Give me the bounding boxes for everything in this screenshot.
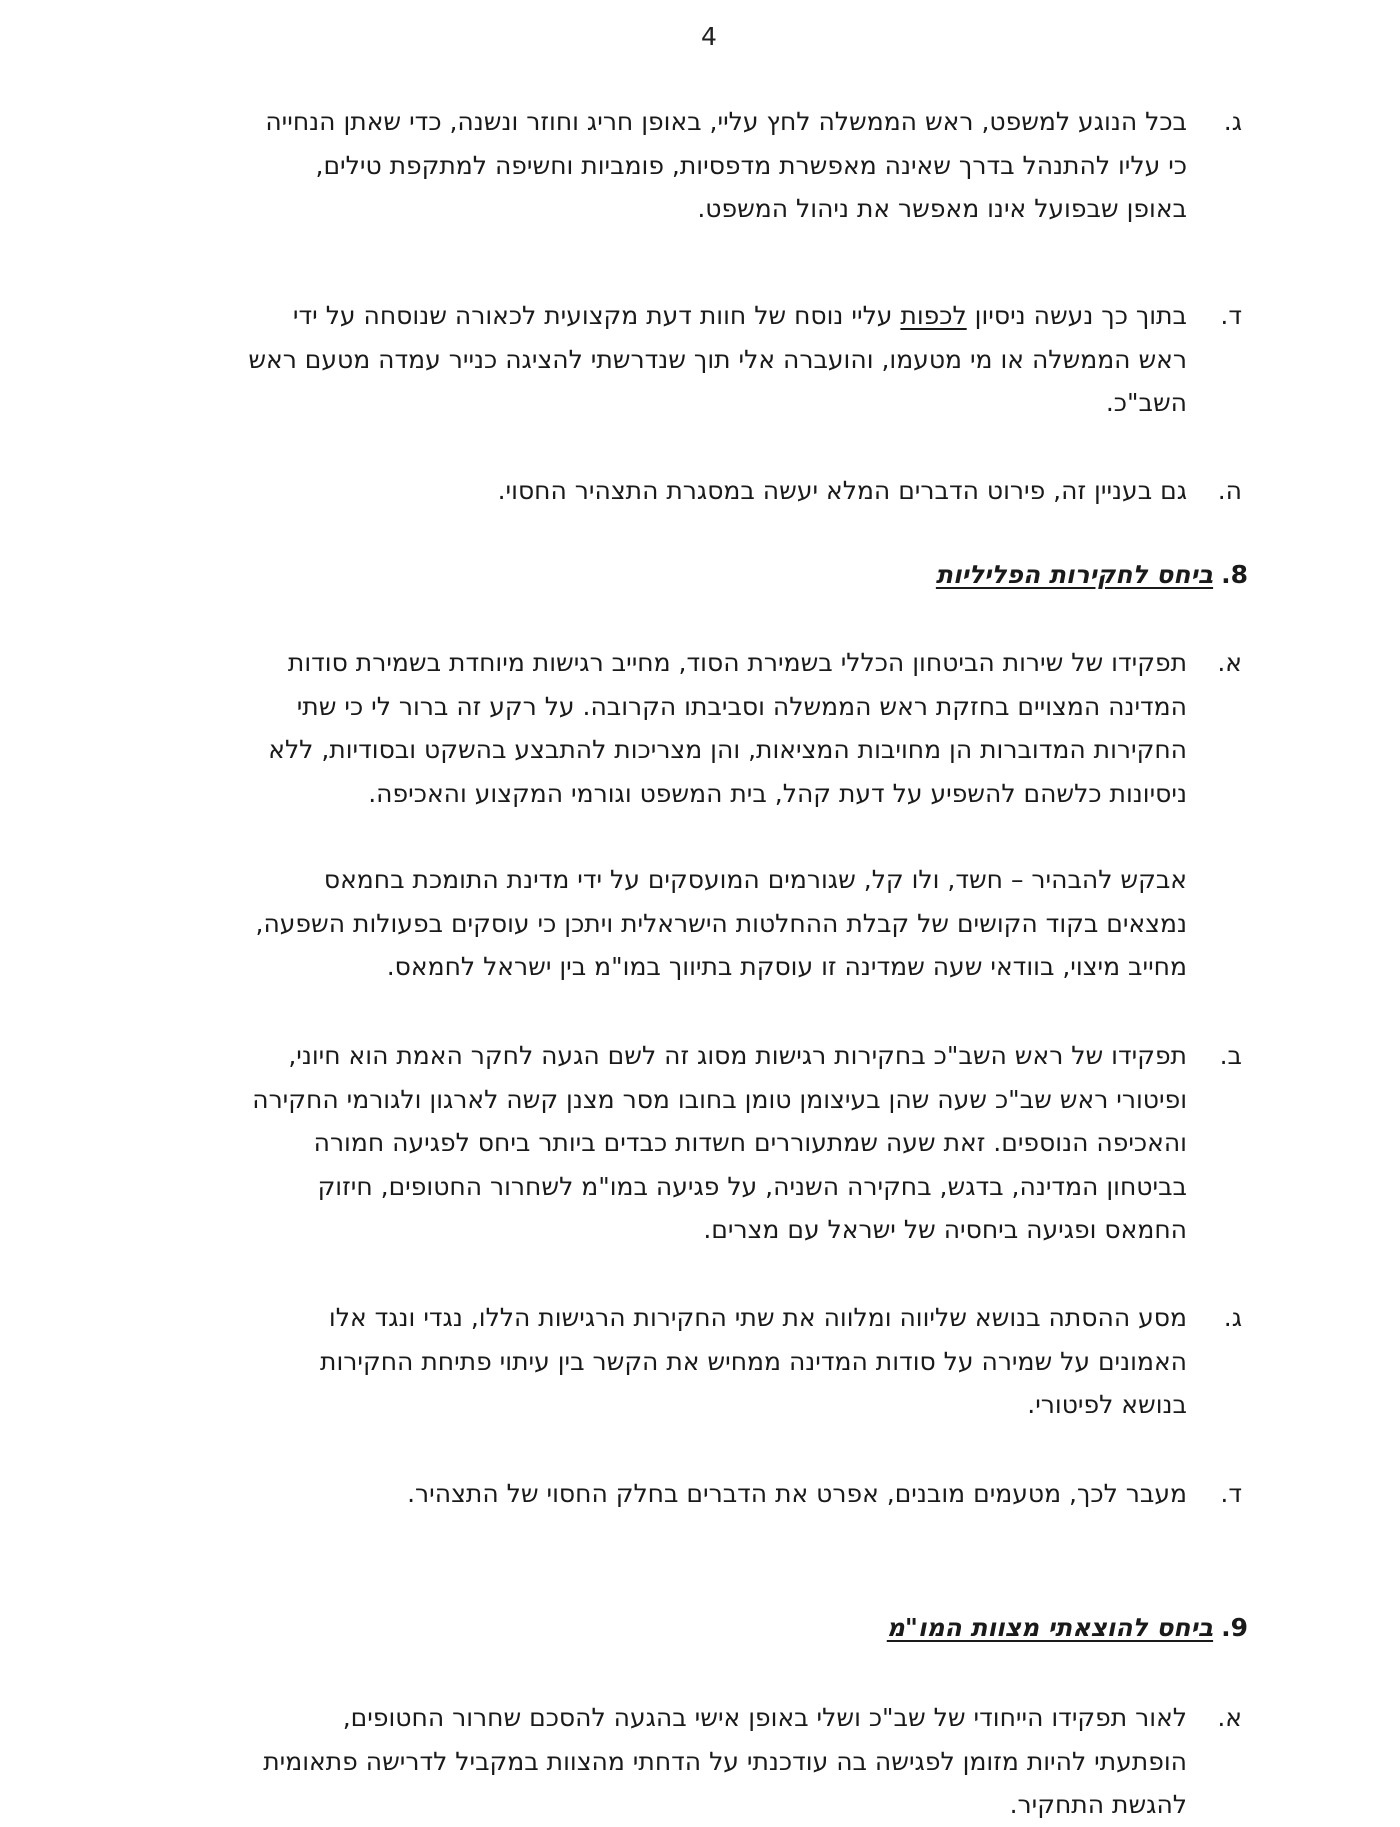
item-text — [320, 1296, 1187, 1427]
text-line — [248, 294, 1187, 338]
section-number: 8. — [1221, 560, 1248, 589]
section-title: ביחס לחקירות הפליליות — [935, 560, 1214, 589]
text-line: תפקידו של ראש השב"כ בחקירות רגישות מסוג זה לשם הגעה לחקר האמת הוא חיוני, — [288, 1041, 1187, 1070]
text-line: המדינה המצויים בחזקת ראש הממשלה וסביבתו הקרובה. על רקע זה ברור לי כי שתי — [296, 691, 1187, 721]
text-line: גם בעניין זה, פירוט הדברים המלא יעשה במסגרת התצהיר החסוי. — [497, 476, 1187, 505]
item-text — [248, 294, 1187, 425]
text-line: מעבר לכך, מטעמים מובנים, אפרט את הדברים בחלק החסוי של התצהיר. — [407, 1479, 1187, 1508]
text-line: והאכיפה הנוספים. זאת שעה שמתעוררים חשדות כבדים ביותר ביחס לפגיעה חמורה — [313, 1128, 1187, 1157]
item-text — [256, 858, 1188, 989]
list-item — [242, 100, 1242, 231]
text-line: ניסיונות כלשהם להשפיע על דעת קהל, בית המשפט וגורמי המקצוע והאכיפה. — [368, 778, 1187, 808]
item-marker: ד. — [1220, 1479, 1242, 1508]
text-line: כי עליו להתנהל בדרך שאינה מאפשרת מדפסיות, פומביות וחשיפה למתקפת טילים, — [315, 150, 1187, 180]
text-line: תפקידו של שירות הביטחון הכללי בשמירת הסוד, מחייב רגישות מיוחדת בשמירת סודות — [287, 648, 1187, 677]
list-item — [242, 1296, 1242, 1427]
text-line: השב"כ. — [1105, 388, 1187, 417]
section-title: ביחס להוצאתי מצוות המו"מ — [886, 1613, 1214, 1642]
item-marker: א. — [1217, 1703, 1242, 1732]
text-line: נמצאים בקוד הקושים של קבלת ההחלטות הישראלית ויתכן כי עוסקים בפעולות השפעה, — [255, 908, 1187, 938]
item-marker: ב. — [1219, 1041, 1242, 1070]
list-item — [182, 294, 1242, 425]
text-line: לאור תפקידו הייחודי של שב"כ ושלי באופן אישי בהגעה להסכם שחרור החטופים, — [342, 1703, 1187, 1732]
item-text — [252, 1034, 1187, 1252]
text-line: בנושא לפיטורי. — [1027, 1390, 1187, 1419]
text-line: מסע ההסתה בנושא שליווה ומלווה את שתי החקירות הרגישות הללו, נגדי ונגד אלו — [328, 1303, 1187, 1332]
text-segment: בתוך כך נעשה ניסיון — [966, 301, 1187, 330]
list-item — [182, 1034, 1242, 1252]
text-line: אבקש להבהיר – חשד, ולו קל, שגורמים המועסקים על ידי מדינת התומכת בחמאס — [323, 865, 1187, 894]
text-line: האמונים על שמירה על סודות המדינה ממחיש את הקשר בין עיתוי פתיחת החקירות — [320, 1346, 1187, 1376]
item-text — [407, 1472, 1187, 1516]
item-marker: ה. — [1217, 476, 1242, 505]
text-line: בביטחון המדינה, בדגש, בחקירה השניה, על פגיעה במו"מ לשחרור החטופים, חיזוק — [317, 1171, 1187, 1201]
page-number: 4 — [701, 22, 717, 51]
item-marker: ג. — [1223, 1303, 1242, 1332]
item-text — [263, 1696, 1187, 1827]
text-line: באופן שבפועל אינו מאפשר את ניהול המשפט. — [697, 194, 1187, 223]
list-item — [342, 1472, 1242, 1516]
underlined-word: לכפות — [900, 301, 967, 330]
item-text — [265, 100, 1187, 231]
section-heading — [748, 1608, 1248, 1648]
section-heading — [748, 555, 1248, 595]
text-line: להגשת התחקיר. — [1009, 1790, 1187, 1819]
text-line: החקירות המדוברות הן מחויבות המציאות, והן מצריכות להתבצע בהשקט ובסודיות, ללא — [268, 735, 1187, 764]
text-line: ופיטורי ראש שב"כ שעה שהן בעיצומן טומן בחובו מסר מצנן קשה לארגון ולגורמי החקירה — [252, 1084, 1187, 1114]
item-marker: ד. — [1220, 301, 1242, 330]
text-line: בכל הנוגע למשפט, ראש הממשלה לחץ עליי, באופן חריג וחוזר ונשנה, כדי שאתן הנחייה — [265, 107, 1187, 136]
text-line: החמאס ופגיעה ביחסיה של ישראל עם מצרים. — [703, 1215, 1187, 1244]
text-line: הופתעתי להיות מזומן לפגישה בה עודכנתי על הדחתי מהצוות במקביל לדרישה פתאומית — [263, 1746, 1187, 1776]
list-item — [342, 469, 1242, 513]
item-text — [498, 469, 1187, 513]
list-item — [182, 641, 1242, 816]
text-segment: עליי נוסח של חוות דעת מקצועית לכאורה שנוסחה על ידי — [292, 301, 901, 330]
text-line: מחייב מיצוי, בוודאי שעה שמדינה זו עוסקת בתיווך במו"מ בין ישראל לחמאס. — [386, 952, 1187, 981]
item-text — [268, 641, 1187, 815]
text-line: ראש הממשלה או מי מטעמו, והועברה אלי תוך שנדרשתי להציגה כנייר עמדה מטעם ראש — [248, 344, 1187, 374]
paragraph — [182, 858, 1242, 989]
item-marker: ג. — [1223, 107, 1242, 136]
list-item — [162, 1696, 1242, 1827]
item-marker: א. — [1217, 648, 1242, 677]
section-number: 9. — [1221, 1613, 1248, 1642]
